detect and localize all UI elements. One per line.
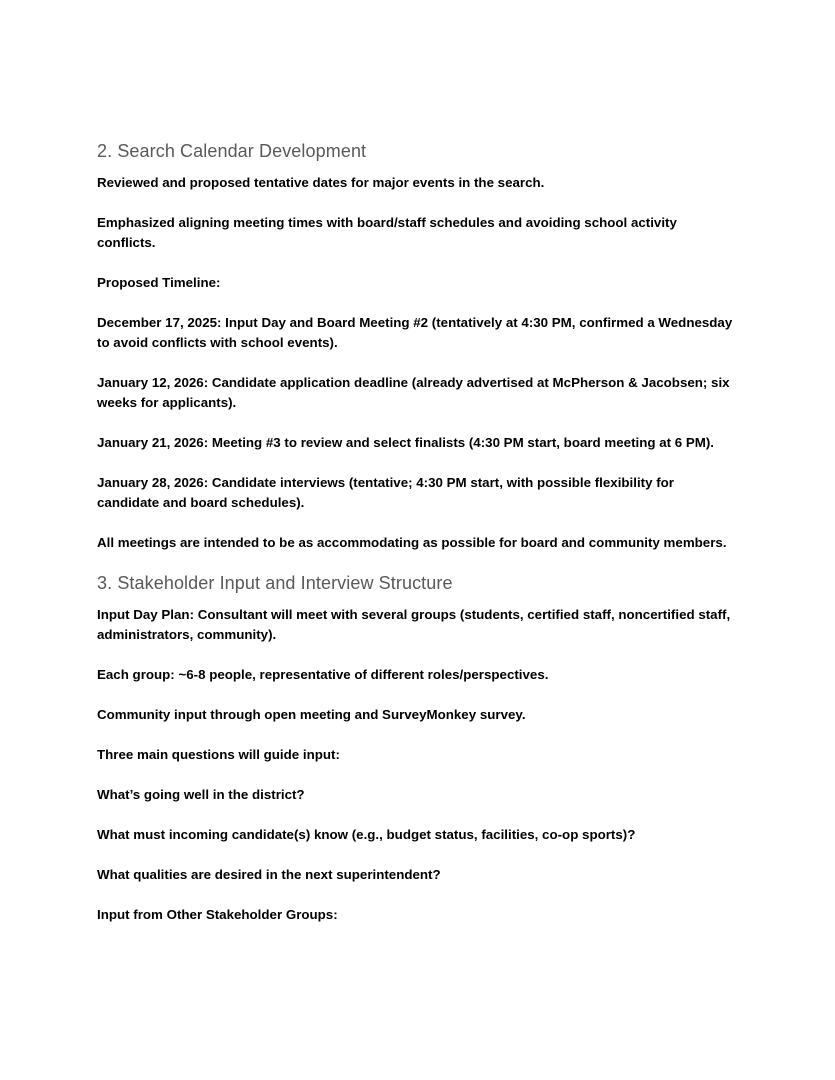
para-proposed-timeline: Proposed Timeline: xyxy=(97,275,221,290)
para-question-going-well: What’s going well in the district? xyxy=(97,787,305,802)
para-january-12: January 12, 2026: Candidate application deadline (already advertised at McPherson & Jacobsen; six weeks for applicants). xyxy=(97,375,730,410)
section-heading-stakeholder-input: 3. Stakeholder Input and Interview Structure xyxy=(97,573,453,593)
para-each-group: Each group: ~6-8 people, representative of different roles/perspectives. xyxy=(97,667,549,682)
para-all-meetings: All meetings are intended to be as accommodating as possible for board and community members. xyxy=(97,535,727,550)
para-question-must-know: What must incoming candidate(s) know (e.g., budget status, facilities, co-op sports)? xyxy=(97,827,636,842)
para-input-other-groups: Input from Other Stakeholder Groups: xyxy=(97,907,338,922)
para-december-17: December 17, 2025: Input Day and Board Meeting #2 (tentatively at 4:30 PM, confirmed a Wednesday to avoid conflicts with school events). xyxy=(97,315,733,350)
document-content xyxy=(97,141,737,945)
para-community-input: Community input through open meeting and SurveyMonkey survey. xyxy=(97,707,526,722)
para-january-28: January 28, 2026: Candidate interviews (tentative; 4:30 PM start, with possible flexibility for candidate and board schedules). xyxy=(97,475,674,510)
para-question-qualities: What qualities are desired in the next superintendent? xyxy=(97,867,441,882)
para-input-day-plan: Input Day Plan: Consultant will meet with several groups (students, certified staff, noncertified staff, administrators, community). xyxy=(97,607,731,642)
para-reviewed-dates: Reviewed and proposed tentative dates for major events in the search. xyxy=(97,175,545,190)
para-three-questions: Three main questions will guide input: xyxy=(97,747,340,762)
para-january-21: January 21, 2026: Meeting #3 to review and select finalists (4:30 PM start, board meeting at 6 PM). xyxy=(97,435,715,450)
section-heading-search-calendar: 2. Search Calendar Development xyxy=(97,141,367,161)
para-emphasized-aligning: Emphasized aligning meeting times with board/staff schedules and avoiding school activity conflicts. xyxy=(97,215,677,250)
